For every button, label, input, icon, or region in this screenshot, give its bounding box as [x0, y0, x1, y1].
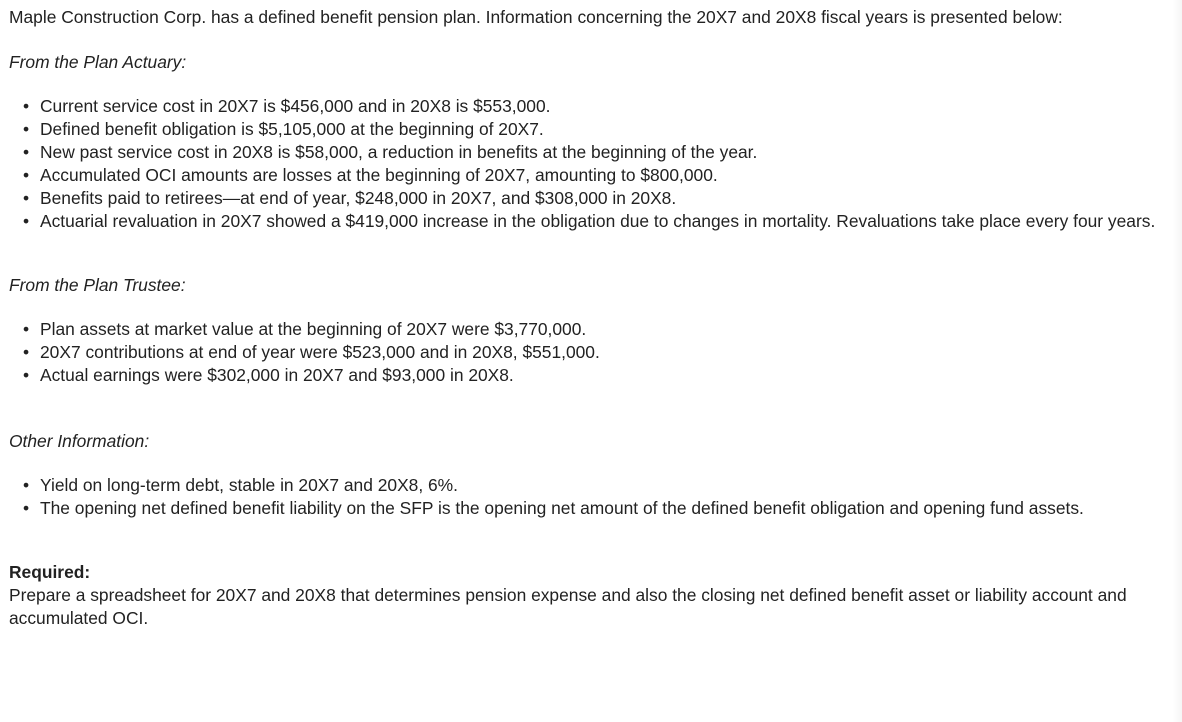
list-item-text: Current service cost in 20X7 is $456,000 and in 20X8 is $553,000. — [40, 96, 551, 116]
list-item — [9, 364, 1174, 387]
bullet-icon: • — [23, 119, 30, 139]
required-block — [9, 561, 1174, 630]
actuary-list — [9, 95, 1174, 233]
list-item — [9, 318, 1174, 341]
other-info-list — [9, 474, 1174, 520]
list-item-text: The opening net defined benefit liability on the SFP is the opening net amount of the defined benefit obligation and opening fund assets. — [40, 498, 1084, 518]
bullet-icon: • — [23, 165, 30, 185]
list-item — [9, 95, 1174, 118]
bullet-icon: • — [23, 188, 30, 208]
list-item-text: Actual earnings were $302,000 in 20X7 and $93,000 in 20X8. — [40, 365, 514, 385]
section-heading-other: Other Information: — [9, 431, 150, 451]
bullet-icon: • — [23, 365, 30, 385]
list-item-text: Accumulated OCI amounts are losses at the beginning of 20X7, amounting to $800,000. — [40, 165, 718, 185]
problem-document — [9, 6, 1174, 630]
list-item — [9, 474, 1174, 497]
list-item — [9, 341, 1174, 364]
bullet-icon: • — [23, 498, 30, 518]
required-label: Required: — [9, 562, 91, 582]
list-item — [9, 141, 1174, 164]
intro-paragraph: Maple Construction Corp. has a defined benefit pension plan. Information concerning the 20X7 and 20X8 fiscal years is presented below: — [9, 7, 1063, 27]
bullet-icon: • — [23, 475, 30, 495]
bullet-icon: • — [23, 96, 30, 116]
list-item-text: 20X7 contributions at end of year were $523,000 and in 20X8, $551,000. — [40, 342, 600, 362]
bullet-icon: • — [23, 142, 30, 162]
list-item-text: Actuarial revaluation in 20X7 showed a $419,000 increase in the obligation due to changes in mortality. Revaluations take place every four years. — [40, 211, 1156, 231]
required-text: Prepare a spreadsheet for 20X7 and 20X8 that determines pension expense and also the closing net defined benefit asset or liability account and accumulated OCI. — [9, 585, 1127, 628]
list-item-text: Yield on long-term debt, stable in 20X7 and 20X8, 6%. — [40, 475, 458, 495]
bullet-icon: • — [23, 319, 30, 339]
list-item — [9, 164, 1174, 187]
list-item — [9, 497, 1174, 520]
bullet-icon: • — [23, 342, 30, 362]
bullet-icon: • — [23, 211, 30, 231]
list-item-text: New past service cost in 20X8 is $58,000, a reduction in benefits at the beginning of the year. — [40, 142, 758, 162]
scroll-edge-shadow — [1172, 0, 1182, 722]
section-heading-trustee: From the Plan Trustee: — [9, 275, 186, 295]
list-item — [9, 118, 1174, 141]
list-item-text: Plan assets at market value at the beginning of 20X7 were $3,770,000. — [40, 319, 587, 339]
list-item-text: Benefits paid to retirees—at end of year, $248,000 in 20X7, and $308,000 in 20X8. — [40, 188, 677, 208]
list-item — [9, 210, 1174, 233]
list-item-text: Defined benefit obligation is $5,105,000 at the beginning of 20X7. — [40, 119, 544, 139]
trustee-list — [9, 318, 1174, 387]
list-item — [9, 187, 1174, 210]
section-heading-actuary: From the Plan Actuary: — [9, 52, 187, 72]
